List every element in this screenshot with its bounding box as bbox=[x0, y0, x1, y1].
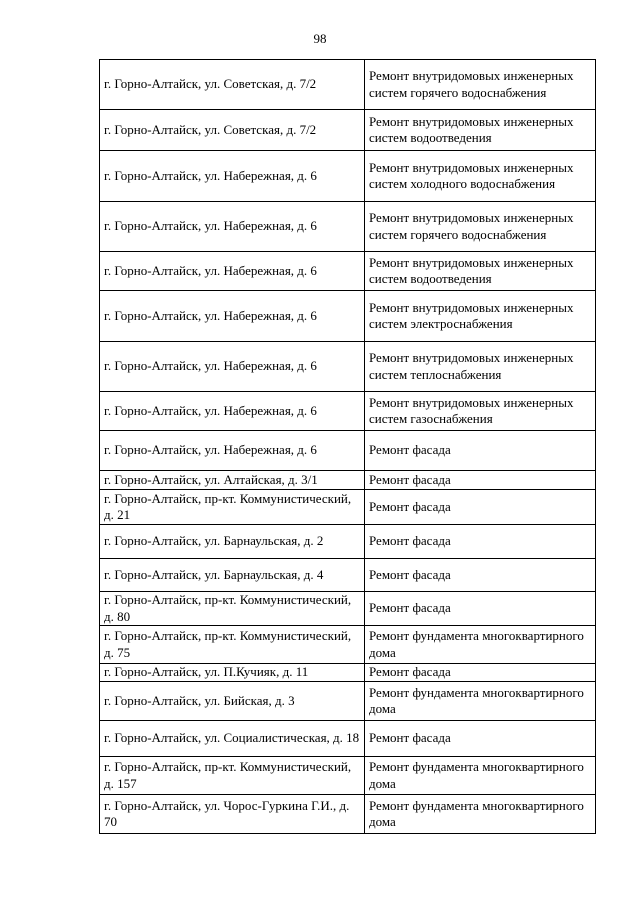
work-type-cell: Ремонт внутридомовых инженерных систем горячего водоснабжения bbox=[365, 202, 596, 252]
table-row bbox=[100, 795, 596, 834]
work-type-cell: Ремонт внутридомовых инженерных систем горячего водоснабжения bbox=[365, 60, 596, 110]
work-type-cell: Ремонт фасада bbox=[365, 431, 596, 471]
work-type-cell: Ремонт фундамента многоквартирного дома bbox=[365, 795, 596, 834]
work-type-cell: Ремонт внутридомовых инженерных систем теплоснабжения bbox=[365, 342, 596, 392]
page-number: 98 bbox=[313, 31, 327, 46]
work-type-cell: Ремонт фасада bbox=[365, 721, 596, 757]
table-row bbox=[100, 342, 596, 392]
works-table bbox=[99, 59, 596, 834]
work-type-cell: Ремонт внутридомовых инженерных систем холодного водоснабжения bbox=[365, 151, 596, 202]
address-cell: г. Горно-Алтайск, ул. Алтайская, д. 3/1 bbox=[100, 471, 365, 490]
work-type-cell: Ремонт внутридомовых инженерных систем водоотведения bbox=[365, 110, 596, 151]
table-row bbox=[100, 664, 596, 682]
table-row bbox=[100, 757, 596, 795]
address-cell: г. Горно-Алтайск, ул. Набережная, д. 6 bbox=[100, 291, 365, 342]
address-cell: г. Горно-Алтайск, ул. Социалистическая, д. 18 bbox=[100, 721, 365, 757]
work-type-cell: Ремонт фундамента многоквартирного дома bbox=[365, 682, 596, 721]
work-type-cell: Ремонт фундамента многоквартирного дома bbox=[365, 757, 596, 795]
address-cell: г. Горно-Алтайск, ул. Барнаульская, д. 4 bbox=[100, 559, 365, 592]
address-cell: г. Горно-Алтайск, ул. П.Кучияк, д. 11 bbox=[100, 664, 365, 682]
table-row bbox=[100, 392, 596, 431]
address-cell: г. Горно-Алтайск, пр-кт. Коммунистический, д. 157 bbox=[100, 757, 365, 795]
work-type-cell: Ремонт фасада bbox=[365, 559, 596, 592]
work-type-cell: Ремонт фасада bbox=[365, 471, 596, 490]
work-type-cell: Ремонт внутридомовых инженерных систем водоотведения bbox=[365, 252, 596, 291]
table-row bbox=[100, 682, 596, 721]
work-type-cell: Ремонт фасада bbox=[365, 592, 596, 626]
address-cell: г. Горно-Алтайск, ул. Набережная, д. 6 bbox=[100, 431, 365, 471]
address-cell: г. Горно-Алтайск, ул. Барнаульская, д. 2 bbox=[100, 525, 365, 559]
table-row bbox=[100, 151, 596, 202]
table-row bbox=[100, 559, 596, 592]
work-type-cell: Ремонт внутридомовых инженерных систем электроснабжения bbox=[365, 291, 596, 342]
work-type-cell: Ремонт фасада bbox=[365, 664, 596, 682]
work-type-cell: Ремонт фасада bbox=[365, 525, 596, 559]
table-row bbox=[100, 490, 596, 525]
address-cell: г. Горно-Алтайск, ул. Советская, д. 7/2 bbox=[100, 60, 365, 110]
table-row bbox=[100, 431, 596, 471]
work-type-cell: Ремонт фундамента многоквартирного дома bbox=[365, 626, 596, 664]
table-row bbox=[100, 592, 596, 626]
table-row bbox=[100, 60, 596, 110]
address-cell: г. Горно-Алтайск, пр-кт. Коммунистический, д. 80 bbox=[100, 592, 365, 626]
address-cell: г. Горно-Алтайск, ул. Набережная, д. 6 bbox=[100, 202, 365, 252]
address-cell: г. Горно-Алтайск, ул. Советская, д. 7/2 bbox=[100, 110, 365, 151]
address-cell: г. Горно-Алтайск, пр-кт. Коммунистический, д. 75 bbox=[100, 626, 365, 664]
address-cell: г. Горно-Алтайск, ул. Набережная, д. 6 bbox=[100, 342, 365, 392]
table-row bbox=[100, 110, 596, 151]
table-row bbox=[100, 471, 596, 490]
address-cell: г. Горно-Алтайск, ул. Набережная, д. 6 bbox=[100, 252, 365, 291]
address-cell: г. Горно-Алтайск, ул. Набережная, д. 6 bbox=[100, 151, 365, 202]
work-type-cell: Ремонт фасада bbox=[365, 490, 596, 525]
table-row bbox=[100, 626, 596, 664]
address-cell: г. Горно-Алтайск, ул. Чорос-Гуркина Г.И., д. 70 bbox=[100, 795, 365, 834]
table-row bbox=[100, 291, 596, 342]
table-row bbox=[100, 252, 596, 291]
works-table-body bbox=[100, 60, 596, 834]
work-type-cell: Ремонт внутридомовых инженерных систем газоснабжения bbox=[365, 392, 596, 431]
table-row bbox=[100, 202, 596, 252]
address-cell: г. Горно-Алтайск, пр-кт. Коммунистический, д. 21 bbox=[100, 490, 365, 525]
address-cell: г. Горно-Алтайск, ул. Бийская, д. 3 bbox=[100, 682, 365, 721]
address-cell: г. Горно-Алтайск, ул. Набережная, д. 6 bbox=[100, 392, 365, 431]
table-row bbox=[100, 721, 596, 757]
table-row bbox=[100, 525, 596, 559]
